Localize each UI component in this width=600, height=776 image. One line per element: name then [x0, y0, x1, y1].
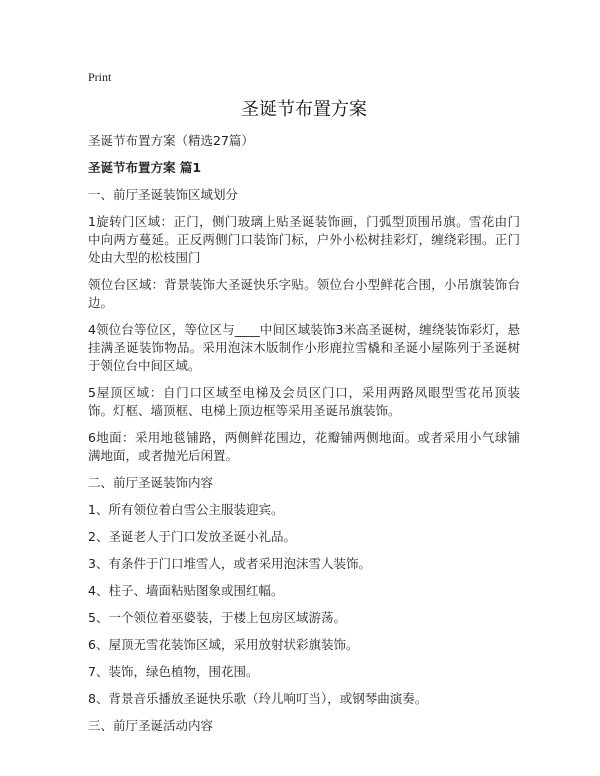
- paragraph: 二、前厅圣诞装饰内容: [88, 475, 214, 490]
- paragraph: 1、所有领位着白雪公主服装迎宾。: [88, 502, 284, 517]
- section-heading: 圣诞节布置方案 篇1: [88, 160, 202, 175]
- document-body: [88, 186, 520, 735]
- paragraph: 7、装饰，绿色植物，围花围。: [88, 664, 259, 679]
- paragraph: 1旋转门区域：正门，侧门玻璃上贴圣诞装饰画，门弧型顶围吊旗。雪花由门中向两方蔓延。正反两侧门口装饰门标，户外小松树挂彩灯，缠绕彩围。正门处由大型的松枝围门: [88, 214, 520, 265]
- page-title: 圣诞节布置方案: [241, 99, 367, 120]
- paragraph: 8、背景音乐播放圣诞快乐歌（玲儿响叮当），或钢琴曲演奏。: [88, 691, 428, 706]
- paragraph: 领位台区域：背景装饰大圣诞快乐字贴。领位台小型鲜花合围，小吊旗装饰台边。: [88, 277, 520, 310]
- paragraph: 5屋顶区域：自门口区域至电梯及会员区门口，采用两路凤眼型雪花吊顶装饰。灯框、墙顶框、电梯上顶边框等采用圣诞吊旗装饰。: [88, 385, 520, 418]
- subtitle: 圣诞节布置方案（精选27篇）: [88, 133, 254, 148]
- document-page: [88, 68, 520, 744]
- paragraph: 2、圣诞老人于门口发放圣诞小礼品。: [88, 529, 296, 544]
- paragraph: 三、前厅圣诞活动内容: [88, 718, 214, 733]
- paragraph: 4领位台等位区，等位区与____中间区域装饰3米高圣诞树，缠绕装饰彩灯，悬挂满圣诞装饰物品。采用泡沫木版制作小形鹿拉雪橇和圣诞小屋陈列于圣诞树于领位台中间区域。: [88, 322, 520, 373]
- paragraph: 一、前厅圣诞装饰区域划分: [88, 187, 239, 202]
- paragraph: 3、有条件于门口堆雪人，或者采用泡沫雪人装饰。: [88, 556, 371, 571]
- paragraph: 5、一个领位着巫婆装，于楼上包房区域游荡。: [88, 610, 346, 625]
- paragraph: 6地面：采用地毯铺路，两侧鲜花围边，花瓣铺两侧地面。或者采用小气球铺满地面，或者抛光后闲置。: [88, 430, 520, 463]
- print-label[interactable]: Print: [88, 70, 112, 84]
- paragraph: 6、屋顶无雪花装饰区域，采用放射状彩旗装饰。: [88, 637, 359, 652]
- paragraph: 4、柱子、墙面粘贴图象或围红幅。: [88, 583, 284, 598]
